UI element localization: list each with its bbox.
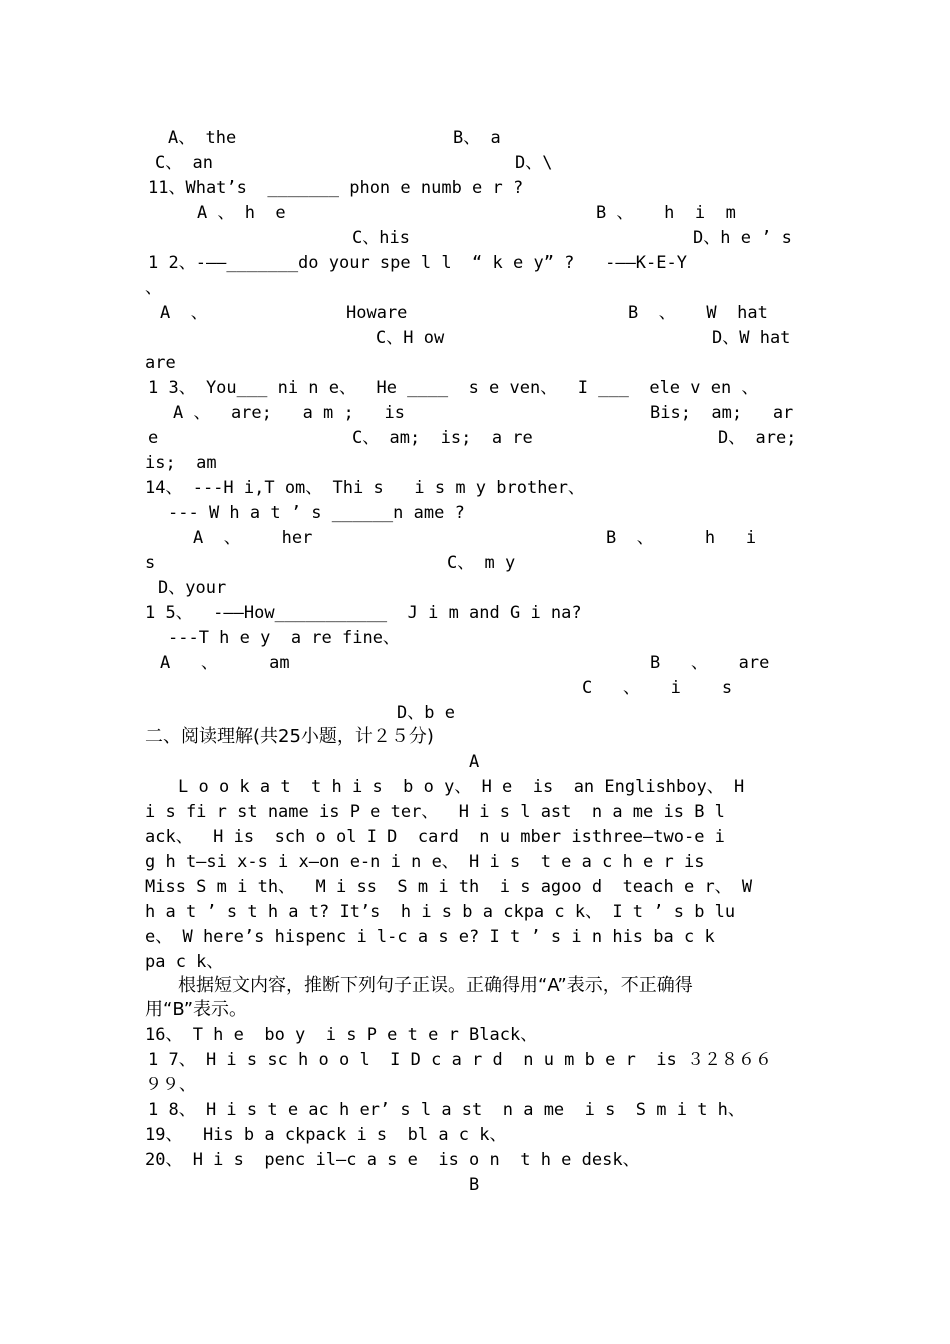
text-line: B 、 h i m (596, 203, 736, 223)
text-line: 1 5、 -——How___________ J i m and G i na? (145, 603, 582, 623)
text-line: C、 an (155, 153, 213, 173)
text-line: C、H ow (376, 328, 445, 348)
text-line: --- W h a t ’ s ______n ame ? (168, 503, 465, 523)
text-line: 1 3、 You___ ni n e、 He ____ s e ven、 I ___ ele v en 、 (148, 378, 759, 398)
text-line: 1 8、 H i s t e ac h er’ s l a st n a me i s S m i t h、 (148, 1100, 745, 1120)
text-line: 19、 His b a ckpack i s bl a c k、 (145, 1125, 507, 1145)
text-line: L o o k a t t h i s b o y、 H e is an Englishboy、 H (178, 777, 745, 797)
text-line: e (148, 428, 159, 448)
text-line: D、W hat (712, 328, 791, 348)
text-line: ---T h e y a re fine、 (168, 628, 400, 648)
text-line: ack、 H is sch o ol I D card n u mber isthree—two-e i (145, 827, 725, 847)
text-line: e、 W here’s hispenc i l-c a s e? I t ’ s i n his ba c k (145, 927, 715, 947)
text-line: 用“B”表示。 (145, 999, 248, 1020)
text-line: C、 m y (447, 553, 516, 573)
text-line: ９９、 (145, 1075, 196, 1095)
text-line: C、his (352, 228, 410, 248)
text-line: Miss S m i th、 M i ss S m i th i s agoo d teach e r、 W (145, 877, 753, 897)
text-line: A 、 am (160, 653, 290, 673)
text-line: D、 are; (718, 428, 797, 448)
text-line: 、 (145, 278, 162, 298)
text-line: pa c k、 (145, 952, 224, 972)
text-line: Bis; am; ar (650, 403, 794, 423)
text-line: 11、What’s _______ phon e numb e r ? (148, 178, 524, 198)
text-line: B 、 are (650, 653, 770, 673)
text-line: Howare (346, 303, 408, 323)
text-line: A 、 (160, 303, 208, 323)
text-line: A 、 are; a m ; is (173, 403, 405, 423)
text-line: C、 am; is; a re (352, 428, 533, 448)
text-line: i s fi r st name is P e ter、 H i s l ast n a me is B l (145, 802, 725, 822)
text-line: B (469, 1175, 480, 1195)
text-line: 14、 ---H i,T om、 Thi s i s m y brother、 (145, 478, 585, 498)
text-line: D、your (158, 578, 227, 598)
text-line: 16、 T h e bo y i s P e t e r Black、 (145, 1025, 538, 1045)
text-line: A 、 h e (197, 203, 286, 223)
text-line: D、b e (397, 703, 455, 723)
text-line: 根据短文内容，推断下列句子正误。正确得用“A”表示，不正确得 (178, 975, 693, 996)
text-line: is; am (145, 453, 217, 473)
text-line: A 、 her (193, 528, 313, 548)
text-line: A (469, 752, 480, 772)
text-line: C 、 i s (582, 678, 733, 698)
text-line: D、\ (515, 153, 553, 173)
text-line: B 、 W hat (628, 303, 768, 323)
text-line: h a t ’ s t h a t? It’s h i s b a ckpa c k、 I t ’ s b lu (145, 902, 736, 922)
text-line: B 、 h i (606, 528, 757, 548)
text-line: are (145, 353, 176, 373)
text-line: s (145, 553, 156, 573)
text-line: g h t—si x-s i x—on e-n i n e、 H i s t e a c h e r is (145, 852, 705, 872)
text-line: B、 a (453, 128, 501, 148)
text-line: 二、阅读理解(共25小题，计２５分) (145, 726, 434, 747)
text-line: 1 7、 H i s sc h o o l I D c a r d n u m b e r is ３２８６６ (148, 1050, 772, 1070)
text-line: 20、 H i s penc il—c a s e is o n t h e desk、 (145, 1150, 640, 1170)
text-line: D、h e ’ s (693, 228, 792, 248)
text-line: 1 2、-——_______do your spe l l “ k e y” ? -——K-E-Y (148, 253, 687, 273)
text-line: A、 the (168, 128, 237, 148)
